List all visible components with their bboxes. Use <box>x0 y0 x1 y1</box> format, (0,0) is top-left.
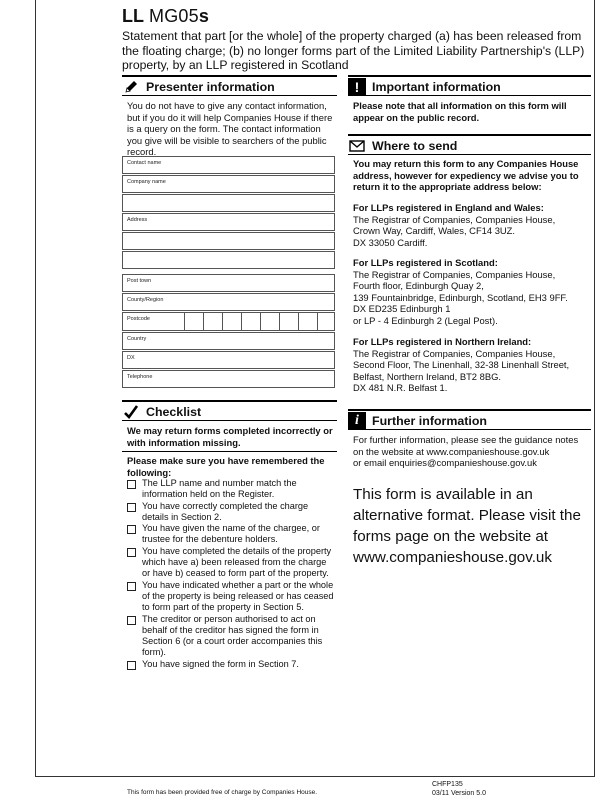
county-field[interactable] <box>122 293 335 311</box>
postcode-label: Postcode <box>127 316 150 322</box>
postcode-cell[interactable] <box>298 313 314 330</box>
checklist-remember: Please make sure you have remembered the following: <box>127 455 325 478</box>
checklist-item-text: You have completed the details of the property which have a) been released from the charge or have b) ceased to form part of the property. <box>142 545 332 579</box>
address-line: Fourth floor, Edinburgh Quay 2, <box>353 280 484 292</box>
checklist-item-text: You have indicated whether a part or the whole of the property is being released or has ceased to form part of the property in Section 5. <box>142 579 334 613</box>
checklist-item-text: You have signed the form in Section 7. <box>142 658 299 669</box>
post-town-field[interactable] <box>122 274 335 292</box>
checkbox[interactable] <box>127 582 136 591</box>
presenter-heading-rule <box>122 95 337 96</box>
checkbox[interactable] <box>127 503 136 512</box>
footer-note: This form has been provided free of charge by Companies House. <box>127 789 318 796</box>
address-label: Address <box>127 217 148 223</box>
further-text <box>353 434 593 469</box>
checklist-item-text: You have correctly completed the charge details in Section 2. <box>142 500 309 522</box>
further-heading <box>348 409 591 431</box>
checklist-item <box>127 614 337 659</box>
postcode-cell[interactable] <box>203 313 219 330</box>
company-name-field[interactable] <box>122 175 335 193</box>
form-code: MG05 <box>149 6 199 26</box>
address-field-2[interactable] <box>122 232 335 250</box>
important-heading <box>348 75 591 97</box>
address-line: DX ED235 Edinburgh 1 <box>353 303 451 315</box>
address-line: or LP - 4 Edinburgh 2 (Legal Post). <box>353 314 498 326</box>
checklist-item-text: The creditor or person authorised to act on behalf of the creditor has signed the form in Section 6 (or a court order accompanies this form). <box>142 613 323 658</box>
where-heading <box>348 134 591 156</box>
envelope-icon <box>348 137 366 155</box>
checklist-warning: We may return forms completed incorrectly or with information missing. <box>127 425 333 448</box>
right-margin-rule <box>594 0 595 776</box>
address-line: Belfast, Northern Ireland, BT2 8BG. <box>353 370 501 382</box>
further-line: or email enquiries@companieshouse.gov.uk <box>353 457 537 469</box>
address-line: The Registrar of Companies, Companies House, <box>353 268 556 280</box>
form-statement: Statement that part [or the whole] of the property charged (a) has been released from the floating charge; (b) no longer forms part of the Limited Liability Partnership's (LLP) property, by an LLP registered in Scotland <box>122 29 585 73</box>
where-heading-rule <box>348 154 591 155</box>
checklist-item <box>127 523 337 546</box>
checklist-title: Checklist <box>146 405 202 419</box>
address-line: The Registrar of Companies, Companies House, <box>353 347 556 359</box>
checkbox[interactable] <box>127 616 136 625</box>
form-version: 03/11 Version 5.0 <box>432 790 486 797</box>
post-town-label: Post town <box>127 278 152 284</box>
checkbox[interactable] <box>127 480 136 489</box>
footer-rule <box>35 776 595 777</box>
further-line: on the website at www.companieshouse.gov.uk <box>353 445 550 457</box>
further-heading-rule <box>348 429 591 430</box>
telephone-label: Telephone <box>127 374 153 380</box>
country-field[interactable] <box>122 332 335 350</box>
checklist-item <box>127 546 337 580</box>
checklist-item <box>127 478 337 501</box>
important-heading-rule <box>348 95 591 96</box>
checklist-heading-rule <box>122 420 337 421</box>
presenter-heading <box>122 75 337 97</box>
form-suffix: s <box>198 6 209 26</box>
dx-label: DX <box>127 355 135 361</box>
postcode-cell[interactable] <box>222 313 238 330</box>
presenter-intro: You do not have to give any contact information, but if you do it will help Companies House if there is a query on the form. The contact information you give will be visible to searchers of the public record. <box>127 100 333 158</box>
address-line: Crown Way, Cardiff, Wales, CF14 3UZ. <box>353 225 516 237</box>
presenter-title: Presenter information <box>146 80 275 94</box>
address-scotland <box>353 257 591 327</box>
checklist-item-text: You have given the name of the chargee, or trustee for the debenture holders. <box>142 523 320 545</box>
checkbox[interactable] <box>127 661 136 670</box>
alternative-format-notice: This form is available in an alternative format. Please visit the forms page on the website at www.companieshouse.gov.uk <box>353 486 581 566</box>
checklist-heading <box>122 400 337 422</box>
address-field[interactable] <box>122 213 335 231</box>
checklist-item <box>127 659 337 670</box>
further-line: For further information, please see the guidance notes <box>353 434 579 445</box>
checklist-item <box>127 580 337 614</box>
checkbox[interactable] <box>127 525 136 534</box>
where-title: Where to send <box>372 139 458 153</box>
contact-name-label: Contact name <box>127 160 162 166</box>
postcode-field[interactable] <box>122 312 335 331</box>
important-title: Important information <box>372 80 501 94</box>
address-england <box>353 202 591 248</box>
address-line: The Registrar of Companies, Companies House, <box>353 213 556 225</box>
form-title <box>122 6 592 26</box>
checkbox[interactable] <box>127 548 136 557</box>
address-field-3[interactable] <box>122 251 335 269</box>
address-england-heading: For LLPs registered in England and Wales: <box>353 202 544 213</box>
company-name-field-2[interactable] <box>122 194 335 212</box>
checklist-warning-rule <box>122 451 337 452</box>
checklist-item-text: The LLP name and number match the information held on the Register. <box>142 478 297 500</box>
left-margin-rule <box>35 0 36 776</box>
postcode-cell[interactable] <box>260 313 276 330</box>
pencil-icon <box>122 78 140 96</box>
address-northern-ireland <box>353 336 591 394</box>
form-reference-code: CHFP135 <box>432 781 463 788</box>
postcode-cell[interactable] <box>317 313 333 330</box>
country-label: Country <box>127 336 147 342</box>
postcode-cell[interactable] <box>279 313 295 330</box>
company-name-label: Company name <box>127 179 166 185</box>
telephone-field[interactable] <box>122 370 335 388</box>
dx-field[interactable] <box>122 351 335 369</box>
checklist-items <box>127 478 337 670</box>
address-scotland-heading: For LLPs registered in Scotland: <box>353 257 498 268</box>
postcode-cell[interactable] <box>184 313 200 330</box>
checkmark-icon <box>122 403 140 421</box>
form-prefix: LL <box>122 6 144 26</box>
address-line: 139 Fountainbridge, Edinburgh, Scotland, EH3 9FF. <box>353 291 568 303</box>
checklist-item <box>127 501 337 524</box>
county-label: County/Region <box>127 297 164 303</box>
address-line: DX 481 N.R. Belfast 1. <box>353 382 448 394</box>
address-line: DX 33050 Cardiff. <box>353 236 428 248</box>
address-line: Second Floor, The Linenhall, 32-38 Linenhall Street, <box>353 359 570 371</box>
info-icon: i <box>348 412 366 430</box>
postcode-cell[interactable] <box>241 313 257 330</box>
contact-name-field[interactable] <box>122 156 335 174</box>
footer-code <box>432 780 486 798</box>
important-text: Please note that all information on this form will appear on the public record. <box>353 100 567 123</box>
where-intro: You may return this form to any Companies House address, however for expediency we advise you to return it to the appropriate address below: <box>353 158 579 193</box>
exclamation-icon: ! <box>348 78 366 96</box>
form-header <box>122 6 592 73</box>
further-title: Further information <box>372 414 487 428</box>
address-ni-heading: For LLPs registered in Northern Ireland: <box>353 336 532 347</box>
